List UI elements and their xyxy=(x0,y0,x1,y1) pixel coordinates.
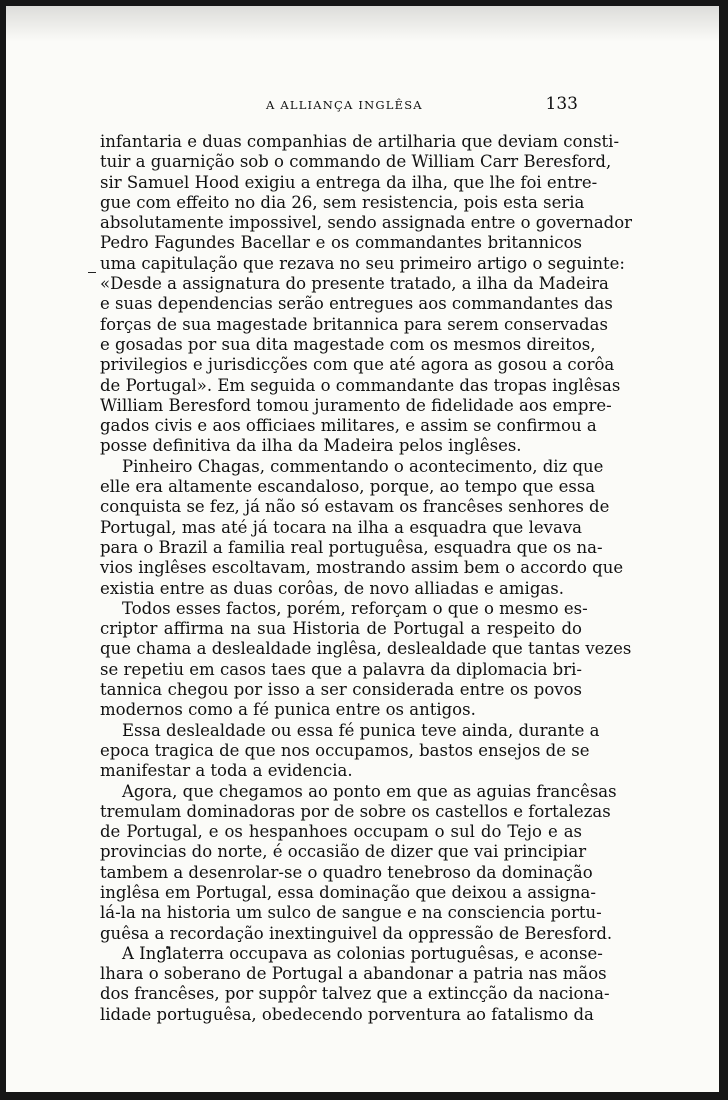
text-line: tannica chegou por isso a ser considerada entre os povos xyxy=(100,680,582,700)
text-line: tuir a guarnição sob o commando de William Carr Beresford, xyxy=(100,152,612,172)
text-line: lhara o soberano de Portugal a abandonar a patria nas mãos xyxy=(100,964,607,984)
text-line: e suas dependencias serão entregues aos commandantes das xyxy=(100,294,613,314)
book-page xyxy=(6,6,719,1092)
text-line: Pinheiro Chagas, commentando o acontecimento, diz que xyxy=(122,456,604,476)
text-line: A Inglaterra occupava as colonias portuguêsas, e aconse- xyxy=(122,943,603,963)
text-line: se repetiu em casos taes que a palavra da diplomacia bri- xyxy=(100,659,582,679)
page-header xyxy=(106,94,578,118)
paragraph-1 xyxy=(100,132,633,457)
text-line: sir Samuel Hood exigiu a entrega da ilha, que lhe foi entre- xyxy=(100,172,598,192)
text-line: tremulam dominadoras por de sobre os castellos e fortalezas xyxy=(100,801,611,821)
text-line: elle era altamente escandaloso, porque, ao tempo que essa xyxy=(100,477,596,497)
text-line: manifestar a toda a evidencia. xyxy=(100,761,353,781)
text-line: forças de sua magestade britannica para serem conservadas xyxy=(100,314,608,334)
text-line: tambem a desenrolar-se o quadro tenebroso da dominação xyxy=(100,862,593,882)
text-line: gados civis e aos officiaes militares, e assim se confirmou a xyxy=(100,416,597,436)
text-line: uma capitulação que rezava no seu primeiro artigo o seguinte: xyxy=(100,253,625,273)
text-line: «Desde a assignatura do presente tratado, a ilha da Madeira xyxy=(100,274,609,294)
margin-mark xyxy=(88,272,96,273)
text-line: Essa deslealdade ou essa fé punica teve ainda, durante a xyxy=(122,720,600,740)
text-line: e gosadas por sua dita magestade com os mesmos direitos, xyxy=(100,334,596,354)
text-line: Pedro Fagundes Bacellar e os commandantes britannicos xyxy=(100,233,582,253)
running-head: A ALLIANÇA INGLÊSA xyxy=(266,98,423,112)
text-line: lá-la na historia um sulco de sangue e na consciencia portu- xyxy=(100,903,602,923)
text-line: infantaria e duas companhias de artilharia que deviam consti- xyxy=(100,132,620,151)
text-line: de Portugal». Em seguida o commandante das tropas inglêsas xyxy=(100,375,621,395)
scan-edge-shadow xyxy=(6,6,719,42)
text-line: epoca tragica de que nos occupamos, bastos ensejos de se xyxy=(100,740,590,760)
text-line: provincias do norte, é occasião de dizer que vai principiar xyxy=(100,842,587,862)
text-line: existia entre as duas corôas, de novo alliadas e amigas. xyxy=(100,578,564,598)
text-line: de Portugal, e os hespanhoes occupam o sul do Tejo e as xyxy=(100,822,582,842)
text-line: modernos como a fé punica entre os antigos. xyxy=(100,700,476,720)
paragraph-3 xyxy=(100,598,632,721)
paragraph-5 xyxy=(100,781,617,944)
text-line: vios inglêses escoltavam, mostrando assim bem o accordo que xyxy=(100,558,624,578)
text-line: para o Brazil a familia real portuguêsa, esquadra que os na- xyxy=(100,537,603,557)
text-line: que chama a deslealdade inglêsa, deslealdade que tantas vezes xyxy=(100,639,632,659)
text-line: privilegios e jurisdicções com que até agora as gosou a corôa xyxy=(100,355,615,375)
text-line: dos francêses, por suppôr talvez que a extincção da naciona- xyxy=(100,984,610,1004)
text-line: lidade portuguêsa, obedecendo porventura ao fatalismo da xyxy=(100,1004,594,1024)
paragraph-4 xyxy=(100,720,600,782)
text-line: conquista se fez, já não só estavam os francêses senhores de xyxy=(100,497,610,517)
text-line: posse definitiva da ilha da Madeira pelos inglêses. xyxy=(100,436,522,456)
text-line: gue com effeito no dia 26, sem resistencia, pois esta seria xyxy=(100,192,585,212)
paragraph-6 xyxy=(100,943,610,1025)
text-line: Todos esses factos, porém, reforçam o que o mesmo es- xyxy=(122,598,588,618)
page-number: 133 xyxy=(545,94,578,114)
text-line: William Beresford tomou juramento de fidelidade aos empre- xyxy=(100,395,612,415)
text-line: guêsa a recordação inextinguivel da oppressão de Beresford. xyxy=(100,923,613,943)
text-line: criptor affirma na sua Historia de Portugal a respeito do xyxy=(100,619,582,639)
text-line: absolutamente impossivel, sendo assignada entre o governador xyxy=(100,213,633,233)
body-text xyxy=(100,132,633,1025)
text-line: inglêsa em Portugal, essa dominação que deixou a assigna- xyxy=(100,882,596,902)
paragraph-2 xyxy=(100,456,624,599)
text-line: Agora, que chegamos ao ponto em que as aguias francêsas xyxy=(122,781,617,801)
text-line: Portugal, mas até já tocara na ilha a esquadra que levava xyxy=(100,517,582,537)
